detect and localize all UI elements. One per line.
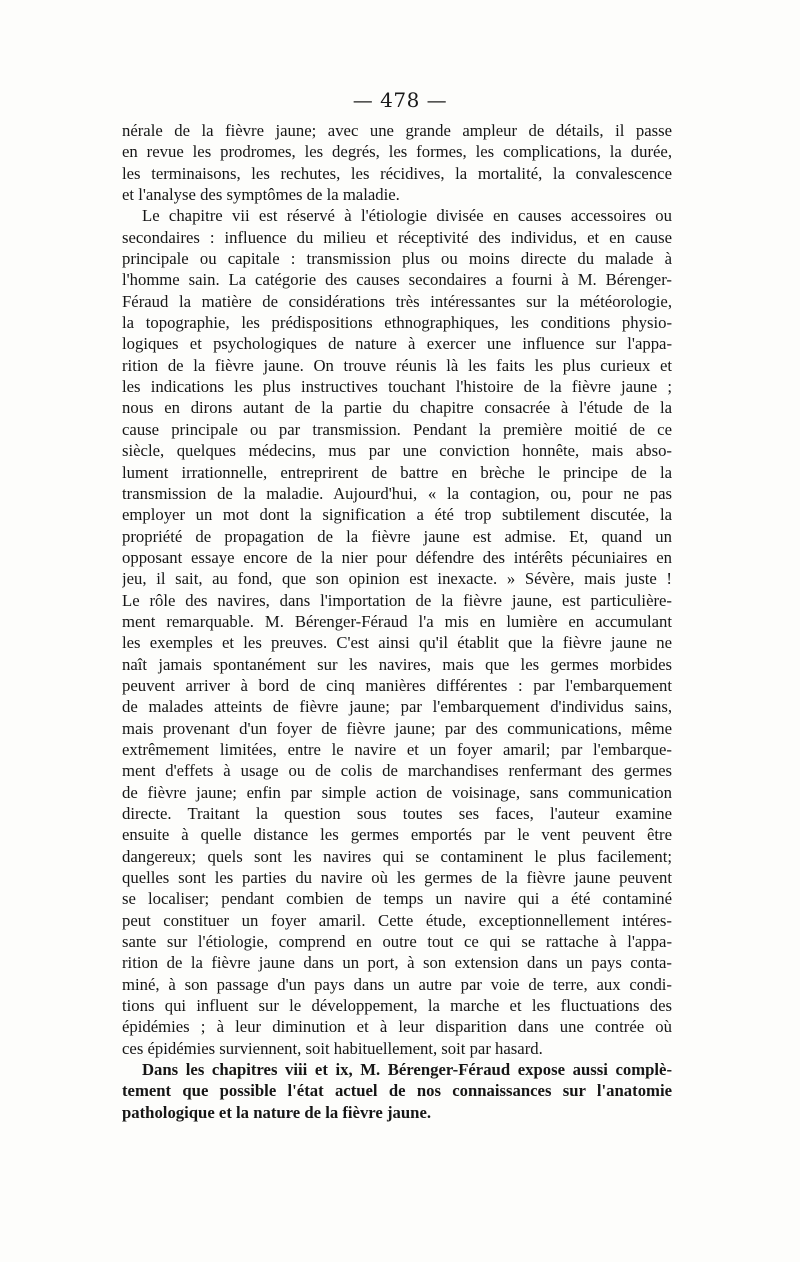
text-line: les terminaisons, les rechutes, les récidives, la mortalité, la convalescence (122, 163, 672, 183)
text-line: épidémies ; à leur diminution et à leur disparition dans une contrée où (122, 1017, 672, 1037)
body-text (122, 120, 672, 1123)
text-line: les exemples et les preuves. C'est ainsi qu'il établit que la fièvre jaune ne (122, 633, 672, 653)
text-line: la topographie, les prédispositions ethnographiques, les conditions physio- (122, 313, 672, 333)
text-line: mais provenant d'un foyer de fièvre jaune; par des communications, même (122, 718, 672, 738)
text-line: dangereux; quels sont les navires qui se contaminent le plus facilement; (122, 846, 672, 866)
text-line: peuvent arriver à bord de cinq manières différentes : par l'embarquement (122, 675, 672, 695)
text-line: se localiser; pendant combien de temps un navire qui a été contaminé (122, 889, 672, 909)
paragraph (122, 1059, 672, 1123)
text-line: Féraud la matière de considérations très intéressantes sur la météorologie, (122, 291, 672, 311)
text-line: nérale de la fièvre jaune; avec une grande ampleur de détails, il passe (122, 121, 672, 140)
text-line: principale ou capitale : transmission plus ou moins directe du malade à (122, 249, 672, 269)
text-line: tement que possible l'état actuel de nos connaissances sur l'anatomie (122, 1081, 672, 1101)
text-line: ensuite à quelle distance les germes emportés par le vent peuvent être (122, 825, 672, 845)
text-line: employer un mot dont la signification a été trop subtilement discutée, la (122, 505, 672, 525)
text-line: cause principale ou par transmission. Pendant la première moitié de ce (122, 419, 672, 439)
text-line: rition de la fièvre jaune. On trouve réunis là les faits les plus curieux et (122, 355, 672, 375)
text-line: sante sur l'étiologie, comprend en outre tout ce qui se rattache à l'appa- (122, 932, 672, 952)
text-line: siècle, quelques médecins, mus par une conviction honnête, mais abso- (122, 441, 672, 461)
text-line: en revue les prodromes, les degrés, les formes, les complications, la durée, (122, 142, 672, 162)
text-line: ces épidémies surviennent, soit habituellement, soit par hasard. (122, 1038, 543, 1058)
text-line: propriété de propagation de la fièvre jaune est admise. Et, quand un (122, 526, 672, 546)
text-line: ment d'effets à usage ou de colis de marchandises renfermant des germes (122, 761, 672, 781)
text-line: Le rôle des navires, dans l'importation de la fièvre jaune, est particulière- (122, 590, 672, 610)
text-line: quelles sont les parties du navire où les germes de la fièvre jaune peuvent (122, 868, 672, 888)
text-line: de malades atteints de fièvre jaune; par l'embarquement d'individus sains, (122, 697, 672, 717)
text-line: jeu, il sait, au fond, que son opinion est inexacte. » Sévère, mais juste ! (122, 569, 672, 589)
text-line: extrêmement limitées, entre le navire et un foyer amaril; par l'embarque- (122, 739, 672, 759)
text-line: lument irrationnelle, entreprirent de battre en brèche le principe de la (122, 462, 672, 482)
text-line: secondaires : influence du milieu et réceptivité des individus, et en cause (122, 227, 672, 247)
text-line: nous en dirons autant de la partie du chapitre consacrée à l'étude de la (122, 398, 672, 418)
text-line: tions qui influent sur le développement, la marche et les fluctuations des (122, 996, 672, 1016)
text-line: l'homme sain. La catégorie des causes secondaires a fourni à M. Bérenger- (122, 270, 672, 290)
paragraph (122, 205, 672, 1059)
text-line: de fièvre jaune; enfin par simple action de voisinage, sans communication (122, 782, 672, 802)
text-line: Dans les chapitres viii et ix, M. Bérenger-Féraud expose aussi complè- (142, 1060, 672, 1080)
text-line: opposant essaye encore de la nier pour défendre des intérêts pécuniaires en (122, 547, 672, 567)
text-line: les indications les plus instructives touchant l'histoire de la fièvre jaune ; (122, 377, 672, 397)
text-line: pathologique et la nature de la fièvre jaune. (122, 1102, 432, 1122)
text-line: logiques et psychologiques de nature à exercer une influence sur l'appa- (122, 334, 672, 354)
text-line: ment remarquable. M. Bérenger-Féraud l'a mis en lumière en accumulant (122, 611, 672, 631)
text-line: rition de la fièvre jaune dans un port, à son extension dans un pays conta- (122, 953, 672, 973)
paragraph (122, 120, 672, 205)
text-line: peut constituer un foyer amaril. Cette étude, exceptionnellement intéres- (122, 910, 672, 930)
text-line: Le chapitre vii est réservé à l'étiologie divisée en causes accessoires ou (142, 206, 672, 226)
text-line: directe. Traitant la question sous toutes ses faces, l'auteur examine (122, 804, 672, 823)
text-line: transmission de la maladie. Aujourd'hui, « la contagion, ou, pour ne pas (122, 483, 672, 503)
text-line: naît jamais spontanément sur les navires, mais que les germes morbides (122, 654, 672, 674)
text-line: miné, à son passage d'un pays dans un autre par voie de terre, aux condi- (122, 974, 672, 994)
text-line: et l'analyse des symptômes de la maladie. (122, 185, 400, 205)
page-number: — 478 — (352, 88, 448, 112)
